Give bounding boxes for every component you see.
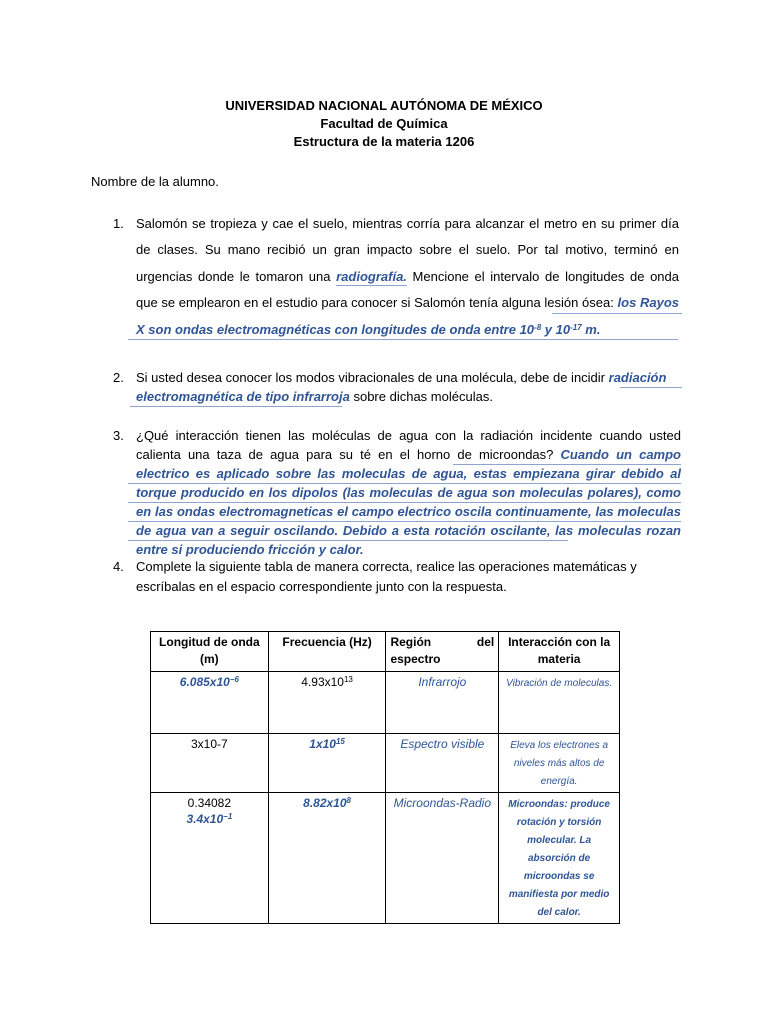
spectrum-table [150,631,620,924]
document-header [0,97,768,151]
cell-frequency: $8.82x10^8$ [268,793,386,924]
question-text: ¿Qué interacción tienen las moléculas de agua con la radiación incidente cuando usted calienta una taza de agua para su té en el horno de microondas? [136,428,681,462]
question-body [136,368,679,406]
cell-frequency: $4.93x10^{13}$ [268,672,386,734]
question-text: Salomón se tropieza y cae el suelo, mientras corría para alcanzar el metro en su primer día de clases. Su mano recibió un gran impacto sobre el suelo. Por tal motivo, terminó en urgencias donde le tomaron una [136,216,679,284]
cell-region: Microondas-Radio [386,793,499,924]
header-wavelength: Longitud de onda (m) [151,632,269,672]
question-number: 3. [113,428,124,443]
answer-underline [453,464,681,465]
header-frequency: Frecuencia (Hz) [268,632,386,672]
cell-interaction: Eleva los electrones a niveles más altos de energía. [499,734,620,793]
course-name: Estructura de la materia 1206 [293,134,475,149]
answer-underline [128,540,568,541]
header-region: Región del espectro [386,632,499,672]
question-body [136,211,679,343]
table-row [151,793,620,924]
answer-underline [130,406,342,407]
answer-underline [128,339,678,340]
answer-underline [552,313,682,314]
university-name: UNIVERSIDAD NACIONAL AUTÓNOMA DE MÉXICO [225,98,543,113]
answer-underline [620,387,682,388]
answer-text: radiografía. [336,268,407,284]
question-number: 1. [113,216,124,231]
question-number: 4. [113,559,124,574]
question-text: Si usted desea conocer los modos vibracionales de una molécula, debe de incidir [136,370,606,385]
table-header-row [151,632,620,672]
cell-region: Infrarrojo [386,672,499,734]
answer-text: los Rayos X son ondas electromagnéticas con longitudes de onda entre $10^{-8}$ y $10^{-17}$ m. [136,295,679,337]
header-interaction: Interacción con la materia [499,632,620,672]
cell-region: Espectro visible [386,734,499,793]
cell-interaction: Vibración de moleculas. [499,672,620,734]
answer-underline [128,521,681,522]
student-name-label: Nombre de la alumno. [91,174,219,189]
table-row [151,672,620,734]
question-text: sobre dichas moléculas. [353,389,493,404]
question-number: 2. [113,370,124,385]
table-row [151,734,620,793]
answer-text: Cuando un campo electrico es aplicado sobre las moleculas de agua, estas empiezana girar debido al torque producido en los dipolos (las moleculas de agua son moleculas polares), como en las ondas electromagneticas el campo electrico oscila continuamente, las moleculas de agua van a seguir oscilando. Debido a esta rotación oscilante, las moleculas rozan entre si produciendo fricción y calor. [136,447,681,557]
answer-underline [128,502,681,503]
faculty-name: Facultad de Química [320,116,448,131]
cell-interaction: Microondas: produce rotación y torsión molecular. La absorción de microondas se manifiesta por medio del calor. [499,793,620,924]
question-body: Complete la siguiente tabla de manera correcta, realice las operaciones matemáticas y escríbalas en el espacio correspondiente junto con la respuesta. [136,559,637,594]
answer-underline [128,483,681,484]
question-text: Mencione el intervalo de longitudes de onda que se emplearon en el estudio para conocer si Salomón tenía alguna lesión ósea: [136,268,679,311]
answer-text: radiación electromagnética de tipo infrarroja [136,370,667,404]
cell-frequency: $1x10^{15}$ [268,734,386,793]
cell-wavelength: 0.34082 $3.4x10^{-1}$ [151,793,269,924]
cell-wavelength: $6.085x10^{-6}$ [151,672,269,734]
cell-wavelength: 3x10-7 [151,734,269,793]
